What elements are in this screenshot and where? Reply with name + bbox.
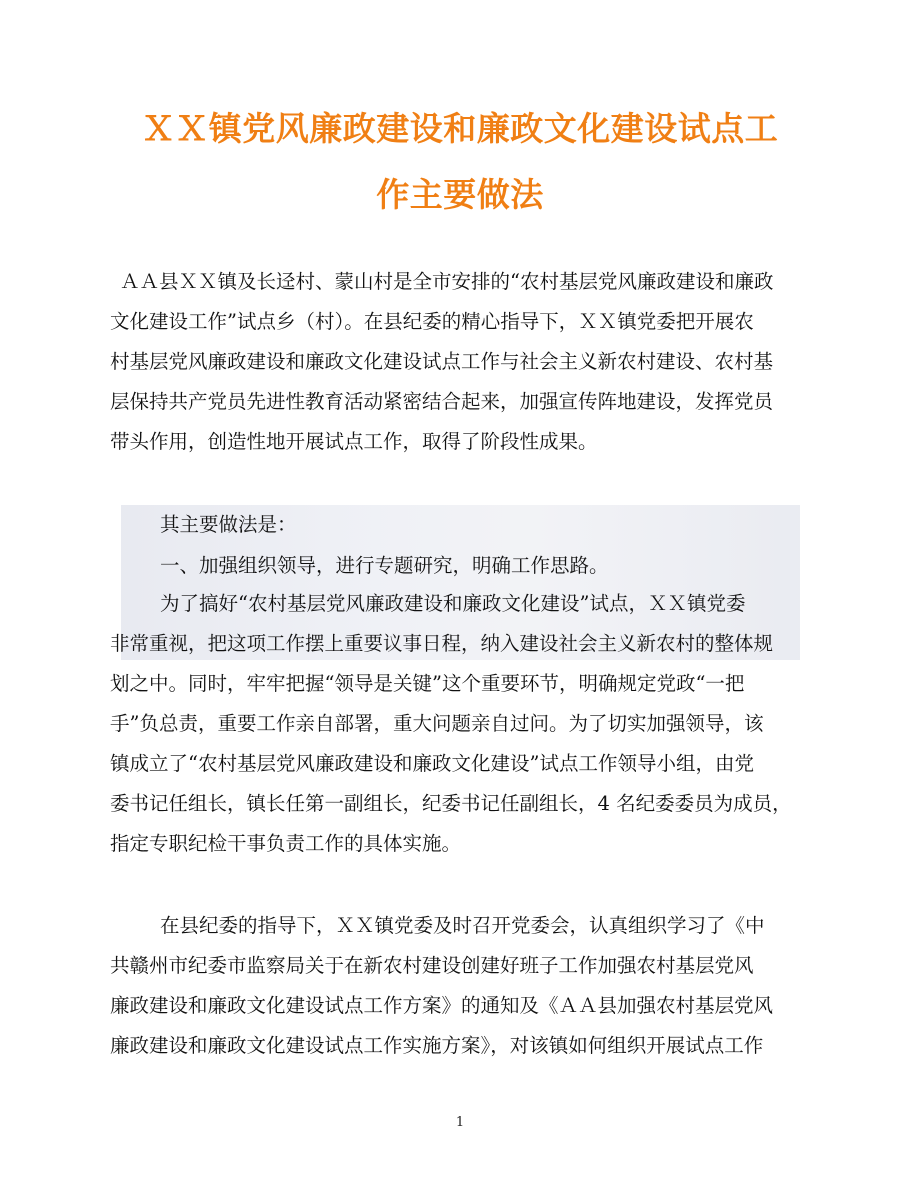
paragraph-line: 村基层党风廉政建设和廉政文化建设试点工作与社会主义新农村建设、农村基 [110, 350, 774, 373]
paragraph-line: 文化建设工作”试点乡（村）。在县纪委的精心指导下，ＸＸ镇党委把开展农 [110, 310, 754, 333]
section-1-body [110, 584, 818, 864]
section-heading: 一、加强组织领导，进行专题研究，明确工作思路。 [160, 554, 609, 577]
paragraph-line: 为了搞好“农村基层党风廉政建设和廉政文化建设”试点，ＸＸ镇党委 [160, 592, 746, 615]
paragraph-line: 非常重视，把这项工作摆上重要议事日程，纳入建设社会主义新农村的整体规 [110, 632, 774, 655]
paragraph-line: 廉政建设和廉政文化建设试点工作方案》的通知及《ＡＡ县加强农村基层党风 [110, 994, 774, 1017]
paragraph-line: 指定专职纪检干事负责工作的具体实施。 [110, 832, 462, 855]
paragraph-line: 层保持共产党员先进性教育活动紧密结合起来，加强宣传阵地建设，发挥党员 [110, 390, 774, 413]
section-1-heading [110, 546, 818, 586]
paragraph-line: 镇成立了“农村基层党风廉政建设和廉政文化建设”试点工作领导小组，由党 [110, 752, 754, 775]
document-title-line-2: 作主要做法 [376, 175, 544, 214]
paragraph-line: 委书记任组长，镇长任第一副组长，纪委书记任副组长，4 名纪委委员为成员， [110, 792, 792, 815]
paragraph-line: 带头作用，创造性地开展试点工作，取得了阶段性成果。 [110, 430, 598, 453]
page-number: 1 [455, 1115, 465, 1130]
paragraph-line: 在县纪委的指导下，ＸＸ镇党委及时召开党委会，认真组织学习了《中 [160, 914, 765, 937]
intro-paragraph [110, 262, 818, 462]
lead-paragraph [110, 505, 818, 545]
section-1-body-2 [110, 906, 818, 1066]
paragraph-line: 廉政建设和廉政文化建设试点工作实施方案》，对该镇如何组织开展试点工作 [110, 1034, 764, 1057]
document-title-line-1: ＸＸ镇党风廉政建设和廉政文化建设试点工 [141, 109, 779, 148]
paragraph-line: 划之中。同时，牢牢把握“领导是关键”这个重要环节，明确规定党政“一把 [110, 672, 745, 695]
paragraph-line: 共赣州市纪委市监察局关于在新农村建设创建好班子工作加强农村基层党风 [110, 954, 754, 977]
paragraph-line: 手”负总责，重要工作亲自部署，重大问题亲自过问。为了切实加强领导，该 [110, 712, 764, 735]
paragraph-line: 其主要做法是： [160, 513, 297, 536]
paragraph-line: ＡＡ县ＸＸ镇及长迳村、蒙山村是全市安排的“农村基层党风廉政建设和廉政 [120, 270, 774, 293]
